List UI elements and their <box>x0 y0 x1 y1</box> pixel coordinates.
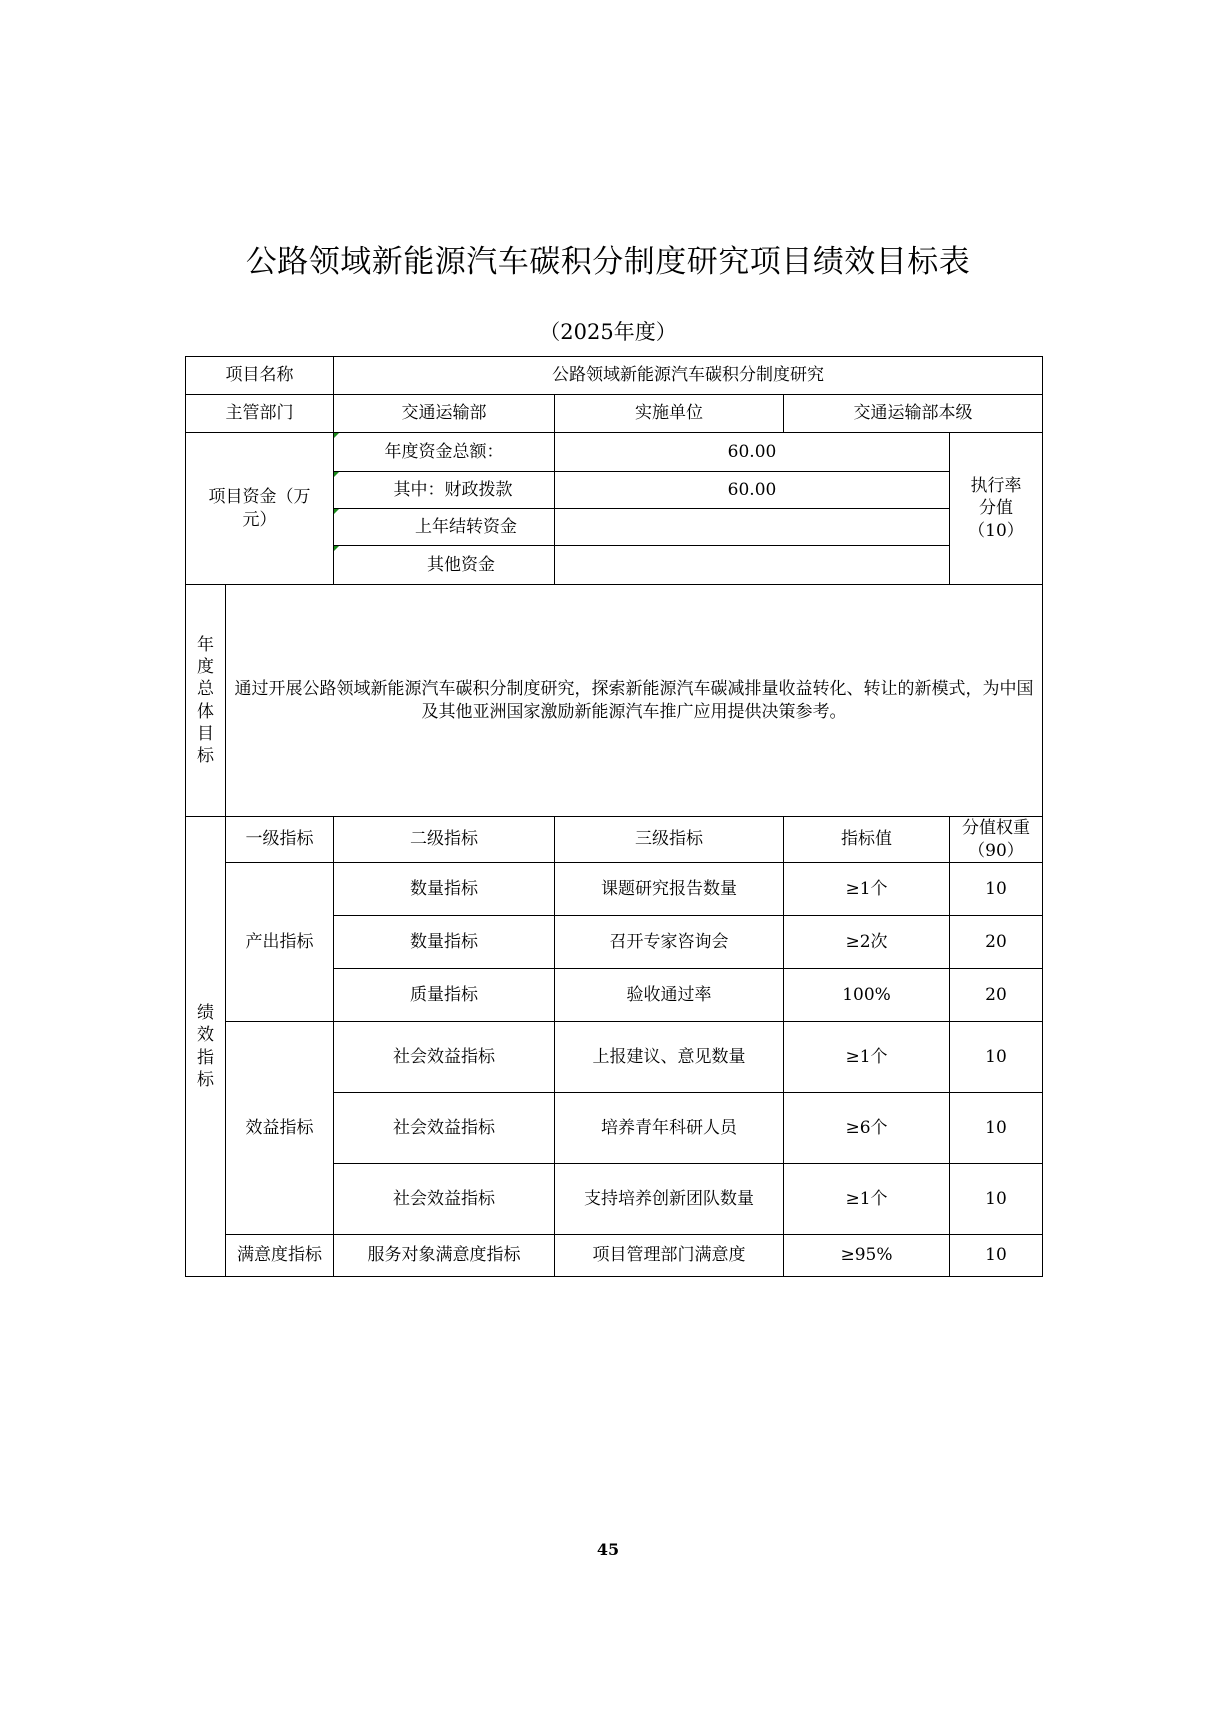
performance-indicators-label: 绩 效 指 标 <box>186 817 226 1277</box>
table-row-weight: 20 <box>950 969 1043 1022</box>
table-row-weight: 10 <box>950 863 1043 916</box>
table-row-level3: 项目管理部门满意度 <box>555 1235 784 1277</box>
implementer-label: 实施单位 <box>555 395 784 433</box>
table-row-value: ≥1个 <box>784 1022 950 1093</box>
header-level3: 三级指标 <box>555 817 784 863</box>
funding-fiscal-label: 其中：财政拨款 <box>334 472 555 509</box>
department-label: 主管部门 <box>186 395 334 433</box>
table-row-level3: 支持培养创新团队数量 <box>555 1164 784 1235</box>
table-row-value: ≥1个 <box>784 863 950 916</box>
execution-rate-label: 执行率分值（10） <box>950 433 1043 585</box>
department-value: 交通运输部 <box>334 395 555 433</box>
table-row-weight: 10 <box>950 1164 1043 1235</box>
performance-table <box>185 356 1043 1277</box>
header-weight: 分值权重（90） <box>950 817 1043 863</box>
table-row-level2: 社会效益指标 <box>334 1093 555 1164</box>
table-row-weight: 10 <box>950 1093 1043 1164</box>
table-row-level2: 质量指标 <box>334 969 555 1022</box>
page-number: 45 <box>596 1540 620 1559</box>
funding-total-value: 60.00 <box>555 433 950 472</box>
table-row-level3: 验收通过率 <box>555 969 784 1022</box>
table-row-level2: 数量指标 <box>334 863 555 916</box>
table-row-level3: 培养青年科研人员 <box>555 1093 784 1164</box>
table-row-value: ≥95% <box>784 1235 950 1277</box>
table-row-level2: 社会效益指标 <box>334 1022 555 1093</box>
table-row-level2: 服务对象满意度指标 <box>334 1235 555 1277</box>
implementer-value: 交通运输部本级 <box>784 395 1043 433</box>
header-value: 指标值 <box>784 817 950 863</box>
funding-other-value <box>555 546 950 585</box>
funding-carryover-label: 上年结转资金 <box>334 509 555 546</box>
group-benefit-label: 效益指标 <box>226 1022 334 1235</box>
group-satisfaction-label: 满意度指标 <box>226 1235 334 1277</box>
annual-goal-text: 通过开展公路领域新能源汽车碳积分制度研究，探索新能源汽车碳减排量收益转化、转让的新模式，为中国及其他亚洲国家激励新能源汽车推广应用提供决策参考。 <box>226 585 1043 817</box>
table-row-weight: 10 <box>950 1235 1043 1277</box>
table-row-value: ≥2次 <box>784 916 950 969</box>
project-name-value: 公路领域新能源汽车碳积分制度研究 <box>334 357 1043 395</box>
table-row-level3: 上报建议、意见数量 <box>555 1022 784 1093</box>
table-row-value: ≥1个 <box>784 1164 950 1235</box>
table-row-weight: 20 <box>950 916 1043 969</box>
funding-carryover-value <box>555 509 950 546</box>
page-title: 公路领域新能源汽车碳积分制度研究项目绩效目标表 <box>245 244 971 280</box>
group-output-label: 产出指标 <box>226 863 334 1022</box>
annual-goal-label: 年 度 总 体 目 标 <box>186 585 226 817</box>
header-level1: 一级指标 <box>226 817 334 863</box>
page-subtitle: （2025年度） <box>539 320 677 344</box>
project-name-label: 项目名称 <box>186 357 334 395</box>
funding-fiscal-value: 60.00 <box>555 472 950 509</box>
funding-total-label: 年度资金总额： <box>334 433 555 472</box>
table-row-weight: 10 <box>950 1022 1043 1093</box>
table-row-level2: 数量指标 <box>334 916 555 969</box>
table-row-level3: 课题研究报告数量 <box>555 863 784 916</box>
funding-other-label: 其他资金 <box>334 546 555 585</box>
table-row-value: ≥6个 <box>784 1093 950 1164</box>
header-level2: 二级指标 <box>334 817 555 863</box>
table-row-level3: 召开专家咨询会 <box>555 916 784 969</box>
table-row-level2: 社会效益指标 <box>334 1164 555 1235</box>
table-row-value: 100% <box>784 969 950 1022</box>
funding-label: 项目资金（万元） <box>186 433 334 585</box>
